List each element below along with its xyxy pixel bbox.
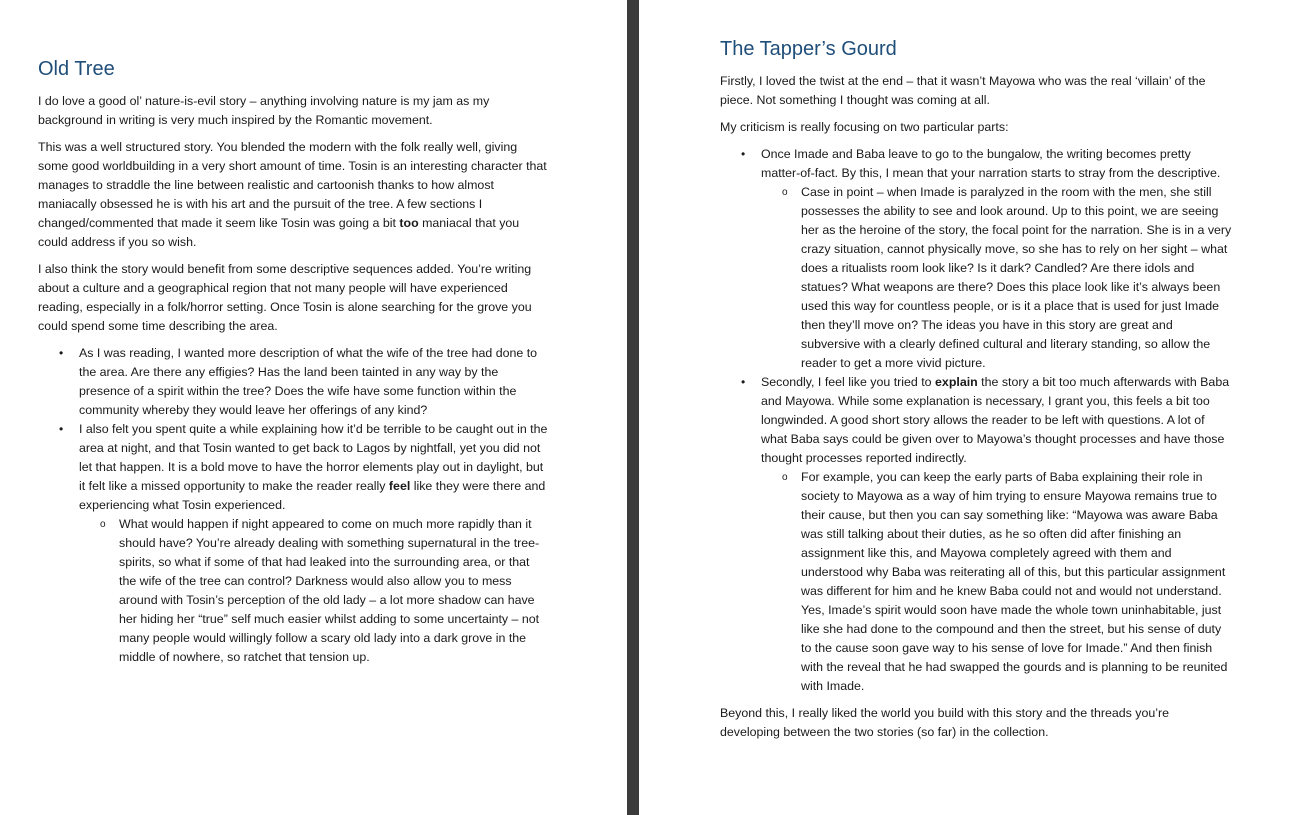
sub-bullet-list — [761, 468, 1232, 696]
list-item: • As I was reading, I wanted more description of what the wife of the tree had done to the area. Are there any effigies? Has the land been tainted in any way by the presence of a spirit within the tree? Does the wife have some function within the community whereby they would leave her offerings of any kind? — [59, 346, 538, 417]
section-heading-tappers-gourd: The Tapper’s Gourd — [720, 38, 897, 60]
sub-bullet-list — [79, 515, 548, 667]
sub-bullet-glyph: o — [782, 187, 788, 198]
list-item: • Once Imade and Baba leave to go to the bungalow, the writing becomes pretty matter-of-fact. By this, I mean that your narration starts to stray from the descriptive. o Case in point – when Imade is paralyzed in the room with the men, she still possesses the ability to see and look around. Up to this point, we are seeing her as the heroine of the story, the focal point for the narration. She is in a very crazy situation, cannot physically move, so she has to rely on her sight – what does a ritualists room look like? Is it dark? Candled? Are there idols and statues? What weapons are there? Does this place look like it’s always been used this way for countless people, or is it a place that is used for just Imade then they’ll move on? The ideas you have in this story are great and subversive with a clearly defined cultural and literary standing, so allow the reader to get a more vivid picture. — [720, 145, 1232, 373]
bullet-glyph: • — [59, 422, 64, 436]
bullet-glyph: • — [741, 147, 746, 161]
bullet-list — [38, 344, 548, 667]
list-item: o Case in point – when Imade is paralyzed in the room with the men, she still possesses the ability to see and look around. Up to this point, we are seeing her as the heroine of the story, the focal point for the narration. She is in a very crazy situation, cannot physically move, so she has to rely on her sight – what does a ritualists room look like? Is it dark? Candled? Are there idols and statues? What weapons are there? Does this place look like it’s always been used this way for countless people, or is it a place that is used for just Imade then they’ll move on? The ideas you have in this story are great and subversive with a clearly defined cultural and literary standing, so allow the reader to get a more vivid picture. — [782, 185, 1232, 370]
paragraph: Beyond this, I really liked the world you build with this story and the threads you’re developing between the two stories (so far) in the collection. — [720, 706, 1170, 739]
sub-bullet-glyph: o — [782, 472, 788, 483]
bullet-glyph: • — [59, 346, 64, 360]
paragraph: Firstly, I loved the twist at the end – that it wasn’t Mayowa who was the real ‘villain’ of the piece. Not something I thought was coming at all. — [720, 74, 1206, 107]
bullet-glyph: • — [741, 375, 746, 389]
sub-bullet-glyph: o — [100, 519, 106, 530]
paragraph: My criticism is really focusing on two particular parts: — [720, 120, 1009, 134]
document-page-right — [639, 0, 1289, 815]
document-page-left — [0, 0, 627, 815]
list-item: • I also felt you spent quite a while explaining how it’d be terrible to be caught out in the area at night, and that Tosin wanted to get back to Lagos by nightfall, yet you did not let that happen. It is a bold move to have the horror elements play out in daylight, but it felt like a missed opportunity to make the reader really feel like they were there and experiencing what Tosin experienced. o What would happen if night appeared to come on much more rapidly than it should have? You’re already dealing with something supernatural in the tree-spirits, so what if some of that had leaked into the surrounding area, or that the wife of the tree can control? Darkness would also allow you to mess around with Tosin’s perception of the old lady – a lot more shadow can have her hiding her “true” self much easier whilst adding to some uncertainty – not many people would willingly follow a scary old lady into a dark grove in the middle of nowhere, so ratchet that tension up. — [38, 420, 548, 667]
page-gutter — [627, 0, 639, 815]
bullet-list — [720, 145, 1232, 696]
list-item: o What would happen if night appeared to come on much more rapidly than it should have? You’re already dealing with something supernatural in the tree-spirits, so what if some of that had leaked into the surrounding area, or that the wife of the tree can control? Darkness would also allow you to mess around with Tosin’s perception of the old lady – a lot more shadow can have her hiding her “true” self much easier whilst adding to some uncertainty – not many people would willingly follow a scary old lady into a dark grove in the middle of nowhere, so ratchet that tension up. — [100, 517, 540, 664]
paragraph: This was a well structured story. You blended the modern with the folk really well, giving some good worldbuilding in a very short amount of time. Tosin is an interesting character that manages to straddle the line between realistic and cartoonish thanks to how almost maniacally obsessed he is with his art and the pursuit of the tree. A few sections I changed/commented that made it seem like Tosin was going a bit too maniacal that you could address if you so wish. — [38, 140, 547, 249]
paragraph: I also think the story would benefit from some descriptive sequences added. You’re writing about a culture and a geographical region that not many people will have experienced reading, especially in a folk/horror setting. Once Tosin is alone searching for the grove you could spend some time describing the area. — [38, 262, 532, 333]
list-item: o For example, you can keep the early parts of Baba explaining their role in society to Mayowa as a way of him trying to ensure Mayowa remains true to their cause, but then you can say something like: “Mayowa was aware Baba was still talking about their duties, as he so often did after finishing an assignment like this, and Mayowa completely agreed with them and understood why Baba was reiterating all of this, but this particular assignment was different for him and he knew Baba could not and would not understand. Yes, Imade’s spirit would soon have made the whole town uninhabitable, just like she had done to the compound and then the street, but his sense of duty to the cause soon gave way to his sense of love for Imade.” And then finish with the reveal that he had swapped the gourds and is planning to be reunited with Imade. — [782, 470, 1228, 693]
sub-bullet-list — [761, 183, 1232, 373]
paragraph: I do love a good ol’ nature-is-evil story – anything involving nature is my jam as my background in writing is very much inspired by the Romantic movement. — [38, 94, 490, 127]
section-heading-old-tree: Old Tree — [38, 58, 115, 80]
list-item: • Secondly, I feel like you tried to explain the story a bit too much afterwards with Baba and Mayowa. While some explanation is necessary, I grant you, this feels a bit too longwinded. A good short story allows the reader to be left with questions. A lot of what Baba says could be given over to Mayowa’s thought processes and have those thought processes reported indirectly. o For example, you can keep the early parts of Baba explaining their role in society to Mayowa as a way of him trying to ensure Mayowa remains true to their cause, but then you can say something like: “Mayowa was aware Baba was still talking about their duties, as he so often did after finishing an assignment like this, and Mayowa completely agreed with them and understood why Baba was reiterating all of this, but this particular assignment was different for him and he knew Baba could not and would not understand. Yes, Imade’s spirit would soon have made the whole town uninhabitable, just like she had done to the compound and then the street, but his sense of duty to the cause soon gave way to his sense of love for Imade.” And then finish with the reveal that he had swapped the gourds and is planning to be reunited with Imade. — [720, 373, 1232, 696]
